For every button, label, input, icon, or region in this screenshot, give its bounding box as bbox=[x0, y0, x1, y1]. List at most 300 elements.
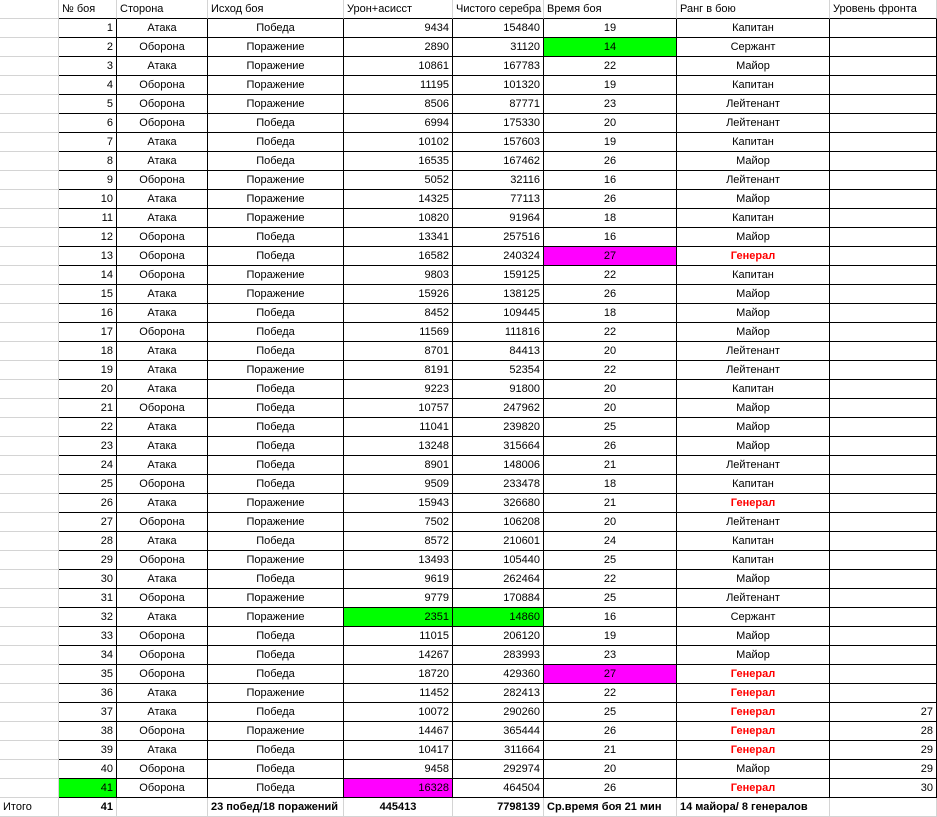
silver-cell[interactable]: 175330 bbox=[453, 114, 544, 133]
front-level-cell[interactable]: 30 bbox=[830, 779, 937, 798]
result-cell[interactable]: Победа bbox=[208, 304, 344, 323]
side-cell[interactable]: Атака bbox=[117, 494, 208, 513]
side-cell[interactable]: Оборона bbox=[117, 722, 208, 741]
battle-number-cell[interactable]: 36 bbox=[59, 684, 117, 703]
row-header-cell[interactable] bbox=[0, 608, 59, 627]
front-level-cell[interactable] bbox=[830, 342, 937, 361]
silver-cell[interactable]: 91964 bbox=[453, 209, 544, 228]
rank-cell[interactable]: Майор bbox=[677, 323, 830, 342]
damage-cell[interactable]: 16582 bbox=[344, 247, 453, 266]
header-time[interactable]: Время боя bbox=[544, 0, 677, 19]
rank-cell[interactable]: Генерал bbox=[677, 779, 830, 798]
silver-cell[interactable]: 464504 bbox=[453, 779, 544, 798]
front-level-cell[interactable] bbox=[830, 171, 937, 190]
front-level-cell[interactable] bbox=[830, 475, 937, 494]
row-header-cell[interactable] bbox=[0, 38, 59, 57]
rank-cell[interactable]: Капитан bbox=[677, 19, 830, 38]
rank-cell[interactable]: Капитан bbox=[677, 266, 830, 285]
header-silver[interactable]: Чистого серебра bbox=[453, 0, 544, 19]
row-header-cell[interactable] bbox=[0, 380, 59, 399]
damage-cell[interactable]: 9223 bbox=[344, 380, 453, 399]
front-level-cell[interactable] bbox=[830, 494, 937, 513]
side-cell[interactable]: Атака bbox=[117, 152, 208, 171]
time-cell[interactable]: 18 bbox=[544, 209, 677, 228]
battle-number-cell[interactable]: 37 bbox=[59, 703, 117, 722]
result-cell[interactable]: Победа bbox=[208, 741, 344, 760]
silver-cell[interactable]: 365444 bbox=[453, 722, 544, 741]
damage-cell[interactable]: 8506 bbox=[344, 95, 453, 114]
damage-cell[interactable]: 13341 bbox=[344, 228, 453, 247]
result-cell[interactable]: Победа bbox=[208, 323, 344, 342]
time-cell[interactable]: 26 bbox=[544, 152, 677, 171]
header-front-level[interactable]: Уровень фронта bbox=[830, 0, 937, 19]
side-cell[interactable]: Оборона bbox=[117, 266, 208, 285]
row-header-cell[interactable] bbox=[0, 684, 59, 703]
totals-side[interactable] bbox=[117, 798, 208, 817]
silver-cell[interactable]: 315664 bbox=[453, 437, 544, 456]
row-header-cell[interactable] bbox=[0, 361, 59, 380]
side-cell[interactable]: Оборона bbox=[117, 38, 208, 57]
result-cell[interactable]: Поражение bbox=[208, 684, 344, 703]
silver-cell[interactable]: 157603 bbox=[453, 133, 544, 152]
damage-cell[interactable]: 9619 bbox=[344, 570, 453, 589]
damage-cell[interactable]: 8191 bbox=[344, 361, 453, 380]
silver-cell[interactable]: 106208 bbox=[453, 513, 544, 532]
side-cell[interactable]: Оборона bbox=[117, 323, 208, 342]
header-damage[interactable]: Урон+асисст bbox=[344, 0, 453, 19]
silver-cell[interactable]: 247962 bbox=[453, 399, 544, 418]
time-cell[interactable]: 25 bbox=[544, 589, 677, 608]
rank-cell[interactable]: Сержант bbox=[677, 608, 830, 627]
front-level-cell[interactable] bbox=[830, 437, 937, 456]
row-header-cell[interactable] bbox=[0, 399, 59, 418]
silver-cell[interactable]: 311664 bbox=[453, 741, 544, 760]
time-cell[interactable]: 25 bbox=[544, 418, 677, 437]
rank-cell[interactable]: Генерал bbox=[677, 665, 830, 684]
damage-cell[interactable]: 15926 bbox=[344, 285, 453, 304]
row-header-cell[interactable] bbox=[0, 646, 59, 665]
damage-cell[interactable]: 11041 bbox=[344, 418, 453, 437]
result-cell[interactable]: Победа bbox=[208, 760, 344, 779]
silver-cell[interactable]: 262464 bbox=[453, 570, 544, 589]
row-header-cell[interactable] bbox=[0, 152, 59, 171]
rank-cell[interactable]: Лейтенант bbox=[677, 589, 830, 608]
battle-number-cell[interactable]: 7 bbox=[59, 133, 117, 152]
row-header-cell[interactable] bbox=[0, 513, 59, 532]
damage-cell[interactable]: 5052 bbox=[344, 171, 453, 190]
result-cell[interactable]: Поражение bbox=[208, 722, 344, 741]
header-result[interactable]: Исход боя bbox=[208, 0, 344, 19]
silver-cell[interactable]: 167462 bbox=[453, 152, 544, 171]
side-cell[interactable]: Оборона bbox=[117, 228, 208, 247]
row-header-cell[interactable] bbox=[0, 627, 59, 646]
side-cell[interactable]: Оборона bbox=[117, 171, 208, 190]
rank-cell[interactable]: Генерал bbox=[677, 494, 830, 513]
battle-number-cell[interactable]: 41 bbox=[59, 779, 117, 798]
damage-cell[interactable]: 2890 bbox=[344, 38, 453, 57]
row-header-cell[interactable] bbox=[0, 779, 59, 798]
battle-number-cell[interactable]: 6 bbox=[59, 114, 117, 133]
damage-cell[interactable]: 18720 bbox=[344, 665, 453, 684]
battle-number-cell[interactable]: 22 bbox=[59, 418, 117, 437]
rank-cell[interactable]: Майор bbox=[677, 437, 830, 456]
time-cell[interactable]: 25 bbox=[544, 551, 677, 570]
rank-cell[interactable]: Капитан bbox=[677, 475, 830, 494]
side-cell[interactable]: Атака bbox=[117, 57, 208, 76]
side-cell[interactable]: Атака bbox=[117, 285, 208, 304]
battle-number-cell[interactable]: 2 bbox=[59, 38, 117, 57]
side-cell[interactable]: Оборона bbox=[117, 665, 208, 684]
damage-cell[interactable]: 11015 bbox=[344, 627, 453, 646]
rank-cell[interactable]: Генерал bbox=[677, 722, 830, 741]
battle-number-cell[interactable]: 30 bbox=[59, 570, 117, 589]
time-cell[interactable]: 16 bbox=[544, 608, 677, 627]
row-header-cell[interactable] bbox=[0, 703, 59, 722]
silver-cell[interactable]: 206120 bbox=[453, 627, 544, 646]
battle-number-cell[interactable]: 9 bbox=[59, 171, 117, 190]
front-level-cell[interactable] bbox=[830, 589, 937, 608]
result-cell[interactable]: Победа bbox=[208, 665, 344, 684]
rank-cell[interactable]: Майор bbox=[677, 285, 830, 304]
side-cell[interactable]: Атака bbox=[117, 361, 208, 380]
damage-cell[interactable]: 11569 bbox=[344, 323, 453, 342]
battle-number-cell[interactable]: 33 bbox=[59, 627, 117, 646]
damage-cell[interactable]: 2351 bbox=[344, 608, 453, 627]
time-cell[interactable]: 21 bbox=[544, 456, 677, 475]
front-level-cell[interactable] bbox=[830, 266, 937, 285]
row-header-cell[interactable] bbox=[0, 133, 59, 152]
time-cell[interactable]: 14 bbox=[544, 38, 677, 57]
front-level-cell[interactable] bbox=[830, 570, 937, 589]
damage-cell[interactable]: 14325 bbox=[344, 190, 453, 209]
silver-cell[interactable]: 154840 bbox=[453, 19, 544, 38]
time-cell[interactable]: 20 bbox=[544, 513, 677, 532]
rank-cell[interactable]: Сержант bbox=[677, 38, 830, 57]
damage-cell[interactable]: 9509 bbox=[344, 475, 453, 494]
damage-cell[interactable]: 10417 bbox=[344, 741, 453, 760]
side-cell[interactable]: Атака bbox=[117, 19, 208, 38]
row-header-cell[interactable] bbox=[0, 247, 59, 266]
side-cell[interactable]: Атака bbox=[117, 418, 208, 437]
damage-cell[interactable]: 9458 bbox=[344, 760, 453, 779]
rank-cell[interactable]: Генерал bbox=[677, 703, 830, 722]
front-level-cell[interactable] bbox=[830, 114, 937, 133]
front-level-cell[interactable]: 27 bbox=[830, 703, 937, 722]
rank-cell[interactable]: Генерал bbox=[677, 741, 830, 760]
battle-number-cell[interactable]: 18 bbox=[59, 342, 117, 361]
battle-number-cell[interactable]: 21 bbox=[59, 399, 117, 418]
side-cell[interactable]: Атака bbox=[117, 342, 208, 361]
side-cell[interactable]: Оборона bbox=[117, 399, 208, 418]
result-cell[interactable]: Победа bbox=[208, 475, 344, 494]
silver-cell[interactable]: 105440 bbox=[453, 551, 544, 570]
row-header-cell[interactable] bbox=[0, 190, 59, 209]
damage-cell[interactable]: 10102 bbox=[344, 133, 453, 152]
totals-silver[interactable]: 7798139 bbox=[453, 798, 544, 817]
time-cell[interactable]: 26 bbox=[544, 190, 677, 209]
time-cell[interactable]: 26 bbox=[544, 285, 677, 304]
battle-number-cell[interactable]: 40 bbox=[59, 760, 117, 779]
time-cell[interactable]: 20 bbox=[544, 760, 677, 779]
time-cell[interactable]: 20 bbox=[544, 399, 677, 418]
result-cell[interactable]: Победа bbox=[208, 627, 344, 646]
front-level-cell[interactable] bbox=[830, 456, 937, 475]
rank-cell[interactable]: Лейтенант bbox=[677, 456, 830, 475]
time-cell[interactable]: 25 bbox=[544, 703, 677, 722]
rank-cell[interactable]: Капитан bbox=[677, 133, 830, 152]
rank-cell[interactable]: Капитан bbox=[677, 209, 830, 228]
rank-cell[interactable]: Майор bbox=[677, 228, 830, 247]
damage-cell[interactable]: 8572 bbox=[344, 532, 453, 551]
silver-cell[interactable]: 429360 bbox=[453, 665, 544, 684]
silver-cell[interactable]: 290260 bbox=[453, 703, 544, 722]
result-cell[interactable]: Поражение bbox=[208, 551, 344, 570]
front-level-cell[interactable] bbox=[830, 361, 937, 380]
time-cell[interactable]: 26 bbox=[544, 437, 677, 456]
rank-cell[interactable]: Генерал bbox=[677, 684, 830, 703]
front-level-cell[interactable] bbox=[830, 304, 937, 323]
side-cell[interactable]: Оборона bbox=[117, 646, 208, 665]
damage-cell[interactable]: 9434 bbox=[344, 19, 453, 38]
damage-cell[interactable]: 10820 bbox=[344, 209, 453, 228]
battle-number-cell[interactable]: 28 bbox=[59, 532, 117, 551]
result-cell[interactable]: Победа bbox=[208, 152, 344, 171]
time-cell[interactable]: 16 bbox=[544, 228, 677, 247]
rank-cell[interactable]: Лейтенант bbox=[677, 95, 830, 114]
side-cell[interactable]: Оборона bbox=[117, 114, 208, 133]
result-cell[interactable]: Победа bbox=[208, 380, 344, 399]
row-header-cell[interactable] bbox=[0, 437, 59, 456]
damage-cell[interactable]: 16535 bbox=[344, 152, 453, 171]
silver-cell[interactable]: 283993 bbox=[453, 646, 544, 665]
silver-cell[interactable]: 111816 bbox=[453, 323, 544, 342]
damage-cell[interactable]: 6994 bbox=[344, 114, 453, 133]
row-header-cell[interactable] bbox=[0, 266, 59, 285]
time-cell[interactable]: 22 bbox=[544, 361, 677, 380]
row-header-cell[interactable] bbox=[0, 532, 59, 551]
front-level-cell[interactable] bbox=[830, 152, 937, 171]
time-cell[interactable]: 22 bbox=[544, 570, 677, 589]
time-cell[interactable]: 26 bbox=[544, 779, 677, 798]
side-cell[interactable]: Оборона bbox=[117, 627, 208, 646]
rank-cell[interactable]: Майор bbox=[677, 304, 830, 323]
result-cell[interactable]: Поражение bbox=[208, 190, 344, 209]
silver-cell[interactable]: 233478 bbox=[453, 475, 544, 494]
rank-cell[interactable]: Лейтенант bbox=[677, 513, 830, 532]
damage-cell[interactable]: 7502 bbox=[344, 513, 453, 532]
row-header-cell[interactable] bbox=[0, 323, 59, 342]
silver-cell[interactable]: 292974 bbox=[453, 760, 544, 779]
time-cell[interactable]: 23 bbox=[544, 646, 677, 665]
side-cell[interactable]: Атака bbox=[117, 133, 208, 152]
totals-label[interactable]: Итого bbox=[0, 798, 59, 817]
corner-cell[interactable] bbox=[0, 0, 59, 19]
silver-cell[interactable]: 109445 bbox=[453, 304, 544, 323]
row-header-cell[interactable] bbox=[0, 741, 59, 760]
damage-cell[interactable]: 10757 bbox=[344, 399, 453, 418]
time-cell[interactable]: 18 bbox=[544, 304, 677, 323]
damage-cell[interactable]: 11195 bbox=[344, 76, 453, 95]
damage-cell[interactable]: 8901 bbox=[344, 456, 453, 475]
side-cell[interactable]: Атака bbox=[117, 608, 208, 627]
rank-cell[interactable]: Майор bbox=[677, 57, 830, 76]
silver-cell[interactable]: 31120 bbox=[453, 38, 544, 57]
silver-cell[interactable]: 170884 bbox=[453, 589, 544, 608]
battle-number-cell[interactable]: 1 bbox=[59, 19, 117, 38]
header-side[interactable]: Сторона bbox=[117, 0, 208, 19]
row-header-cell[interactable] bbox=[0, 456, 59, 475]
front-level-cell[interactable] bbox=[830, 532, 937, 551]
time-cell[interactable]: 20 bbox=[544, 380, 677, 399]
side-cell[interactable]: Оборона bbox=[117, 779, 208, 798]
silver-cell[interactable]: 148006 bbox=[453, 456, 544, 475]
time-cell[interactable]: 24 bbox=[544, 532, 677, 551]
time-cell[interactable]: 27 bbox=[544, 665, 677, 684]
result-cell[interactable]: Поражение bbox=[208, 76, 344, 95]
time-cell[interactable]: 20 bbox=[544, 342, 677, 361]
front-level-cell[interactable] bbox=[830, 95, 937, 114]
battle-number-cell[interactable]: 4 bbox=[59, 76, 117, 95]
time-cell[interactable]: 19 bbox=[544, 133, 677, 152]
result-cell[interactable]: Победа bbox=[208, 456, 344, 475]
totals-count[interactable]: 41 bbox=[59, 798, 117, 817]
battle-number-cell[interactable]: 15 bbox=[59, 285, 117, 304]
battle-number-cell[interactable]: 8 bbox=[59, 152, 117, 171]
battle-number-cell[interactable]: 27 bbox=[59, 513, 117, 532]
side-cell[interactable]: Атака bbox=[117, 684, 208, 703]
result-cell[interactable]: Поражение bbox=[208, 513, 344, 532]
row-header-cell[interactable] bbox=[0, 19, 59, 38]
battle-number-cell[interactable]: 35 bbox=[59, 665, 117, 684]
result-cell[interactable]: Поражение bbox=[208, 285, 344, 304]
front-level-cell[interactable]: 28 bbox=[830, 722, 937, 741]
result-cell[interactable]: Поражение bbox=[208, 608, 344, 627]
damage-cell[interactable]: 14467 bbox=[344, 722, 453, 741]
row-header-cell[interactable] bbox=[0, 228, 59, 247]
front-level-cell[interactable] bbox=[830, 57, 937, 76]
rank-cell[interactable]: Лейтенант bbox=[677, 361, 830, 380]
side-cell[interactable]: Атака bbox=[117, 570, 208, 589]
battle-number-cell[interactable]: 12 bbox=[59, 228, 117, 247]
front-level-cell[interactable] bbox=[830, 285, 937, 304]
silver-cell[interactable]: 257516 bbox=[453, 228, 544, 247]
side-cell[interactable]: Атака bbox=[117, 703, 208, 722]
battle-number-cell[interactable]: 5 bbox=[59, 95, 117, 114]
time-cell[interactable]: 22 bbox=[544, 266, 677, 285]
result-cell[interactable]: Победа bbox=[208, 418, 344, 437]
silver-cell[interactable]: 77113 bbox=[453, 190, 544, 209]
time-cell[interactable]: 18 bbox=[544, 475, 677, 494]
rank-cell[interactable]: Лейтенант bbox=[677, 114, 830, 133]
damage-cell[interactable]: 10072 bbox=[344, 703, 453, 722]
row-header-cell[interactable] bbox=[0, 475, 59, 494]
row-header-cell[interactable] bbox=[0, 494, 59, 513]
time-cell[interactable]: 19 bbox=[544, 19, 677, 38]
time-cell[interactable]: 20 bbox=[544, 114, 677, 133]
side-cell[interactable]: Оборона bbox=[117, 760, 208, 779]
battle-number-cell[interactable]: 24 bbox=[59, 456, 117, 475]
result-cell[interactable]: Поражение bbox=[208, 361, 344, 380]
side-cell[interactable]: Атака bbox=[117, 741, 208, 760]
side-cell[interactable]: Атака bbox=[117, 437, 208, 456]
time-cell[interactable]: 22 bbox=[544, 323, 677, 342]
rank-cell[interactable]: Лейтенант bbox=[677, 171, 830, 190]
battle-number-cell[interactable]: 20 bbox=[59, 380, 117, 399]
battle-number-cell[interactable]: 39 bbox=[59, 741, 117, 760]
result-cell[interactable]: Победа bbox=[208, 19, 344, 38]
battle-number-cell[interactable]: 32 bbox=[59, 608, 117, 627]
result-cell[interactable]: Победа bbox=[208, 646, 344, 665]
row-header-cell[interactable] bbox=[0, 114, 59, 133]
rank-cell[interactable]: Майор bbox=[677, 152, 830, 171]
battle-number-cell[interactable]: 25 bbox=[59, 475, 117, 494]
row-header-cell[interactable] bbox=[0, 418, 59, 437]
result-cell[interactable]: Победа bbox=[208, 342, 344, 361]
silver-cell[interactable]: 167783 bbox=[453, 57, 544, 76]
silver-cell[interactable]: 52354 bbox=[453, 361, 544, 380]
battle-number-cell[interactable]: 13 bbox=[59, 247, 117, 266]
row-header-cell[interactable] bbox=[0, 551, 59, 570]
silver-cell[interactable]: 138125 bbox=[453, 285, 544, 304]
damage-cell[interactable]: 13248 bbox=[344, 437, 453, 456]
side-cell[interactable]: Атака bbox=[117, 380, 208, 399]
front-level-cell[interactable] bbox=[830, 551, 937, 570]
totals-time[interactable]: Ср.время боя 21 мин bbox=[544, 798, 677, 817]
front-level-cell[interactable] bbox=[830, 646, 937, 665]
row-header-cell[interactable] bbox=[0, 95, 59, 114]
rank-cell[interactable]: Майор bbox=[677, 418, 830, 437]
totals-damage[interactable]: 445413 bbox=[344, 798, 453, 817]
result-cell[interactable]: Поражение bbox=[208, 171, 344, 190]
battle-number-cell[interactable]: 3 bbox=[59, 57, 117, 76]
damage-cell[interactable]: 8452 bbox=[344, 304, 453, 323]
row-header-cell[interactable] bbox=[0, 722, 59, 741]
side-cell[interactable]: Атака bbox=[117, 532, 208, 551]
side-cell[interactable]: Оборона bbox=[117, 551, 208, 570]
result-cell[interactable]: Победа bbox=[208, 133, 344, 152]
result-cell[interactable]: Победа bbox=[208, 570, 344, 589]
result-cell[interactable]: Победа bbox=[208, 437, 344, 456]
result-cell[interactable]: Победа bbox=[208, 228, 344, 247]
damage-cell[interactable]: 9779 bbox=[344, 589, 453, 608]
rank-cell[interactable]: Капитан bbox=[677, 551, 830, 570]
battle-number-cell[interactable]: 26 bbox=[59, 494, 117, 513]
battle-number-cell[interactable]: 29 bbox=[59, 551, 117, 570]
silver-cell[interactable]: 101320 bbox=[453, 76, 544, 95]
damage-cell[interactable]: 16328 bbox=[344, 779, 453, 798]
row-header-cell[interactable] bbox=[0, 760, 59, 779]
silver-cell[interactable]: 14860 bbox=[453, 608, 544, 627]
rank-cell[interactable]: Капитан bbox=[677, 76, 830, 95]
damage-cell[interactable]: 10861 bbox=[344, 57, 453, 76]
rank-cell[interactable]: Майор bbox=[677, 570, 830, 589]
time-cell[interactable]: 19 bbox=[544, 76, 677, 95]
time-cell[interactable]: 21 bbox=[544, 494, 677, 513]
time-cell[interactable]: 22 bbox=[544, 57, 677, 76]
row-header-cell[interactable] bbox=[0, 304, 59, 323]
battle-number-cell[interactable]: 17 bbox=[59, 323, 117, 342]
side-cell[interactable]: Атака bbox=[117, 304, 208, 323]
row-header-cell[interactable] bbox=[0, 342, 59, 361]
front-level-cell[interactable] bbox=[830, 76, 937, 95]
result-cell[interactable]: Победа bbox=[208, 399, 344, 418]
side-cell[interactable]: Оборона bbox=[117, 76, 208, 95]
result-cell[interactable]: Поражение bbox=[208, 589, 344, 608]
time-cell[interactable]: 26 bbox=[544, 722, 677, 741]
rank-cell[interactable]: Майор bbox=[677, 760, 830, 779]
damage-cell[interactable]: 11452 bbox=[344, 684, 453, 703]
rank-cell[interactable]: Капитан bbox=[677, 532, 830, 551]
